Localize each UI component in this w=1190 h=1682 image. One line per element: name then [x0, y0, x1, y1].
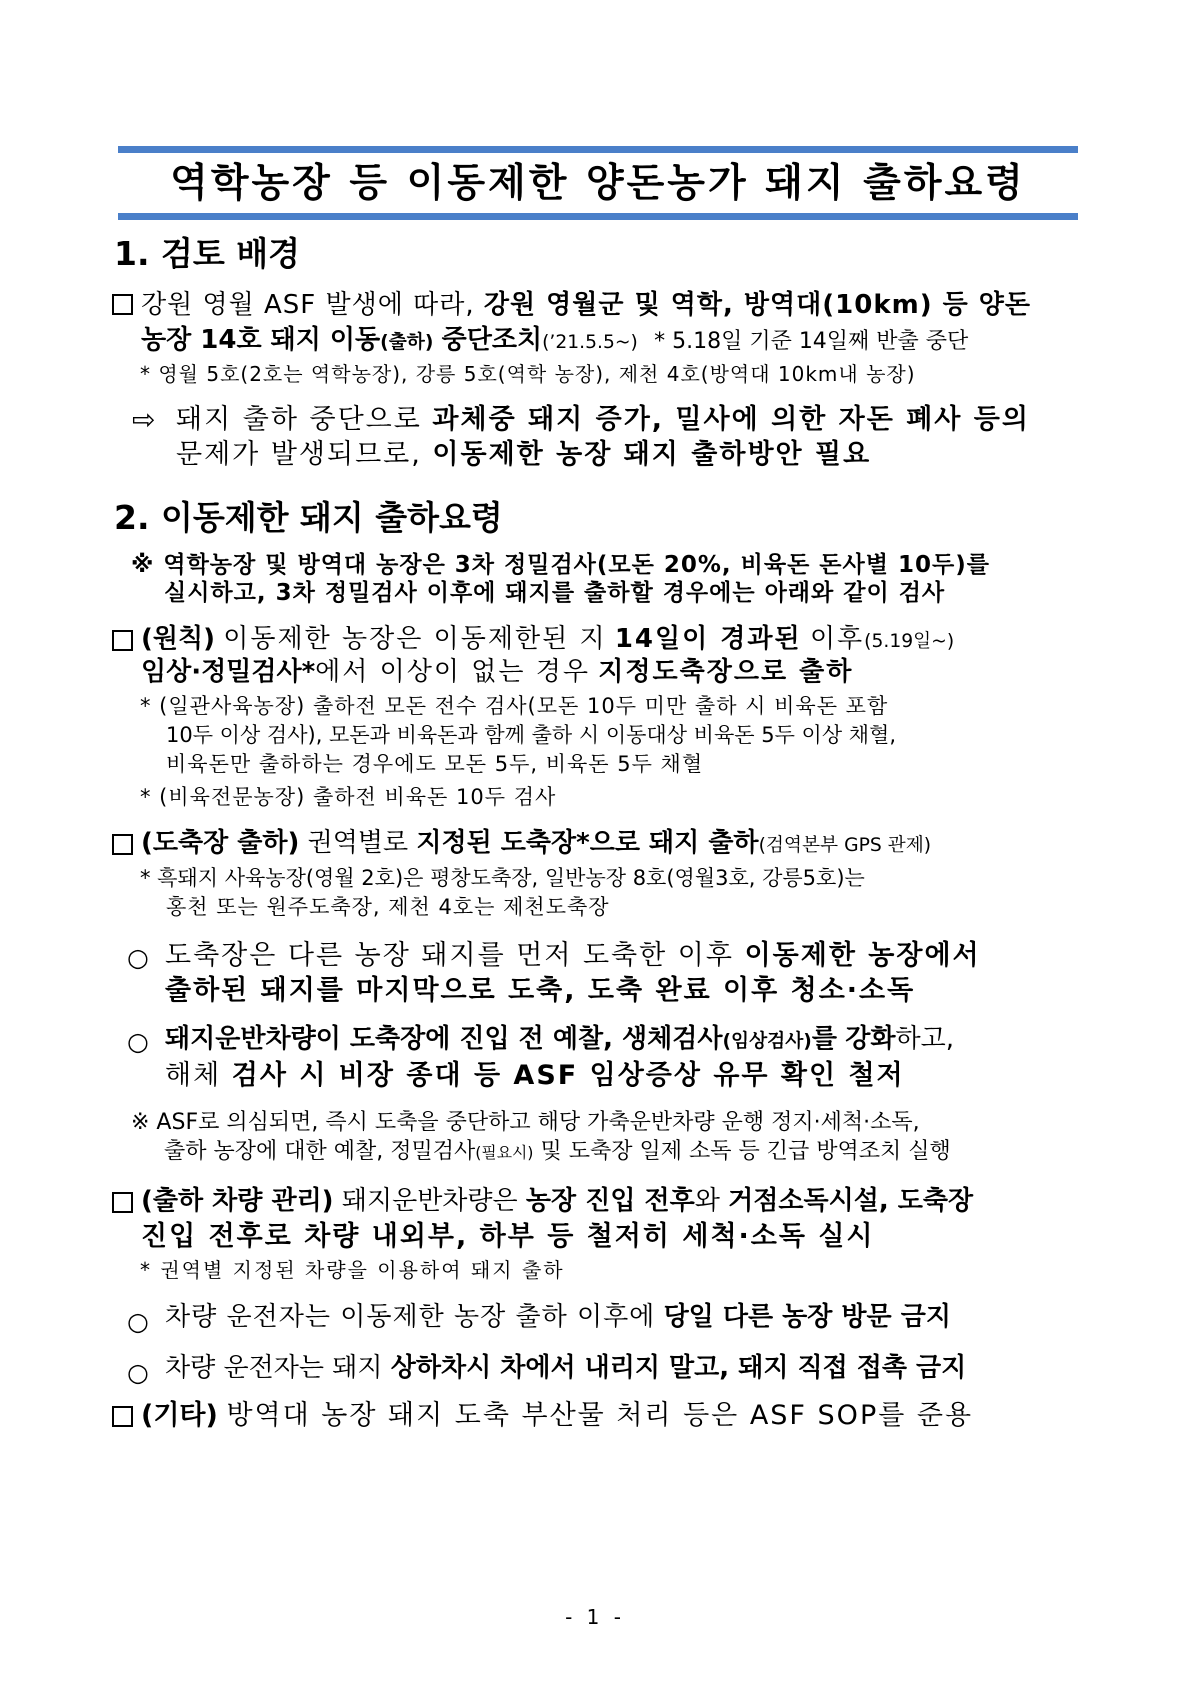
slaughter-note-line-1: * 흑돼지 사육농장(영월 2호)은 평창도축장, 일반농장 8호(영월3호, 강릉5호)는 [140, 866, 865, 890]
conclusion-line-2: 문제가 발생되므로, 이동제한 농장 돼지 출하방안 필요 [176, 439, 872, 470]
circle-bullet-icon: ○ [127, 1307, 149, 1336]
slaughter-order-line-2: 출하된 돼지를 마지막으로 도축, 도축 완료 이후 청소·소독 [165, 975, 916, 1006]
slaughter-order-line-1: 도축장은 다른 농장 돼지를 먼저 도축한 이후 이동제한 농장에서 [165, 940, 981, 971]
background-note: * 영월 5호(2호는 역학농장), 강릉 5호(역학 농장), 제천 4호(방역대 10km내 농장) [140, 362, 916, 386]
slaughter-note-line-2: 홍천 또는 원주도축장, 제천 4호는 제천도축장 [166, 895, 610, 919]
slaughter-line: (도축장 출하) 권역별로 지정된 도축장*으로 돼지 출하(검역본부 GPS 관제) [141, 828, 932, 858]
arrow-right-icon: ⇨ [132, 403, 156, 436]
inspection-reference-line-1: ※ 역학농장 및 방역대 농장은 3차 정밀검사(모돈 20%, 비육돈 돈사별 10두)를 [131, 552, 990, 578]
conclusion-line-1: 돼지 출하 중단으로 과체중 돼지 증가, 밀사에 의한 자돈 폐사 등의 [176, 404, 1030, 435]
title-box [118, 146, 1078, 218]
principle-note-1-line-1: * (일관사육농장) 출하전 모돈 전수 검사(모돈 10두 미만 출하 시 비육돈 포함 [140, 694, 889, 718]
circle-bullet-icon: ○ [127, 1027, 149, 1056]
driver-rule-line-2: 차량 운전자는 돼지 상하차시 차에서 내리지 말고, 돼지 직접 접촉 금지 [165, 1353, 967, 1383]
checkbox-bullet-icon [112, 294, 133, 315]
principle-line-1: (원칙) 이동제한 농장은 이동제한된 지 14일이 경과된 이후(5.19일~) [141, 624, 955, 654]
other-line: (기타) 방역대 농장 돼지 도축 부산물 처리 등은 ASF SOP를 준용 [141, 1400, 974, 1431]
checkbox-bullet-icon [112, 1192, 133, 1213]
title-rule-top [118, 146, 1078, 153]
page-number: - 1 - [565, 1605, 625, 1629]
circle-bullet-icon: ○ [127, 1358, 149, 1387]
title-rule-bottom [118, 213, 1078, 220]
section-heading-2: 2. 이동제한 돼지 출하요령 [114, 498, 503, 537]
principle-line-2: 임상·정밀검사*에서 이상이 없는 경우 지정도축장으로 출하 [141, 657, 854, 687]
vehicle-inspection-line-2: 해체 검사 시 비장 종대 등 ASF 임상증상 유무 확인 철저 [165, 1060, 905, 1091]
checkbox-bullet-icon [112, 1406, 133, 1427]
checkbox-bullet-icon [112, 630, 133, 651]
asf-reference-line-2: 출하 농장에 대한 예찰, 정밀검사(필요시) 및 도축장 일제 소독 등 긴급 방역조치 실행 [164, 1139, 951, 1164]
background-paragraph-line-1: 강원 영월 ASF 발생에 따라, 강원 영월군 및 역학, 방역대(10km) 등 양돈 [141, 290, 1032, 320]
principle-note-1-line-2: 10두 이상 검사), 모돈과 비육돈과 함께 출하 시 이동대상 비육돈 5두 이상 채혈, [166, 723, 897, 747]
vehicle-management-line-1: (출하 차량 관리) 돼지운반차량은 농장 진입 전후와 거점소독시설, 도축장 [141, 1186, 974, 1216]
vehicle-management-note: * 권역별 지정된 차량을 이용하여 돼지 출하 [140, 1258, 565, 1282]
background-paragraph-line-2: 농장 14호 돼지 이동(출하) 중단조치(’21.5.5~) * 5.18일 기준 14일째 반출 중단 [141, 325, 969, 355]
checkbox-bullet-icon [112, 834, 133, 855]
vehicle-management-line-2: 진입 전후로 차량 내외부, 하부 등 철저히 세척·소독 실시 [141, 1221, 875, 1252]
vehicle-inspection-line-1: 돼지운반차량이 도축장에 진입 전 예찰, 생체검사(임상검사)를 강화하고, [165, 1024, 954, 1054]
driver-rule-line-1: 차량 운전자는 이동제한 농장 출하 이후에 당일 다른 농장 방문 금지 [165, 1302, 951, 1332]
principle-note-1-line-3: 비육돈만 출하하는 경우에도 모돈 5두, 비육돈 5두 채혈 [166, 752, 704, 776]
principle-note-2: * (비육전문농장) 출하전 비육돈 10두 검사 [140, 785, 557, 809]
page-title: 역학농장 등 이동제한 양돈농가 돼지 출하요령 [170, 161, 1026, 206]
circle-bullet-icon: ○ [127, 943, 149, 972]
section-heading-1: 1. 검토 배경 [114, 234, 300, 273]
asf-reference-line-1: ※ ASF로 의심되면, 즉시 도축을 중단하고 해당 가축운반차량 운행 정지·세척·소독, [131, 1110, 920, 1135]
inspection-reference-line-2: 실시하고, 3차 정밀검사 이후에 돼지를 출하할 경우에는 아래와 같이 검사 [164, 580, 946, 606]
